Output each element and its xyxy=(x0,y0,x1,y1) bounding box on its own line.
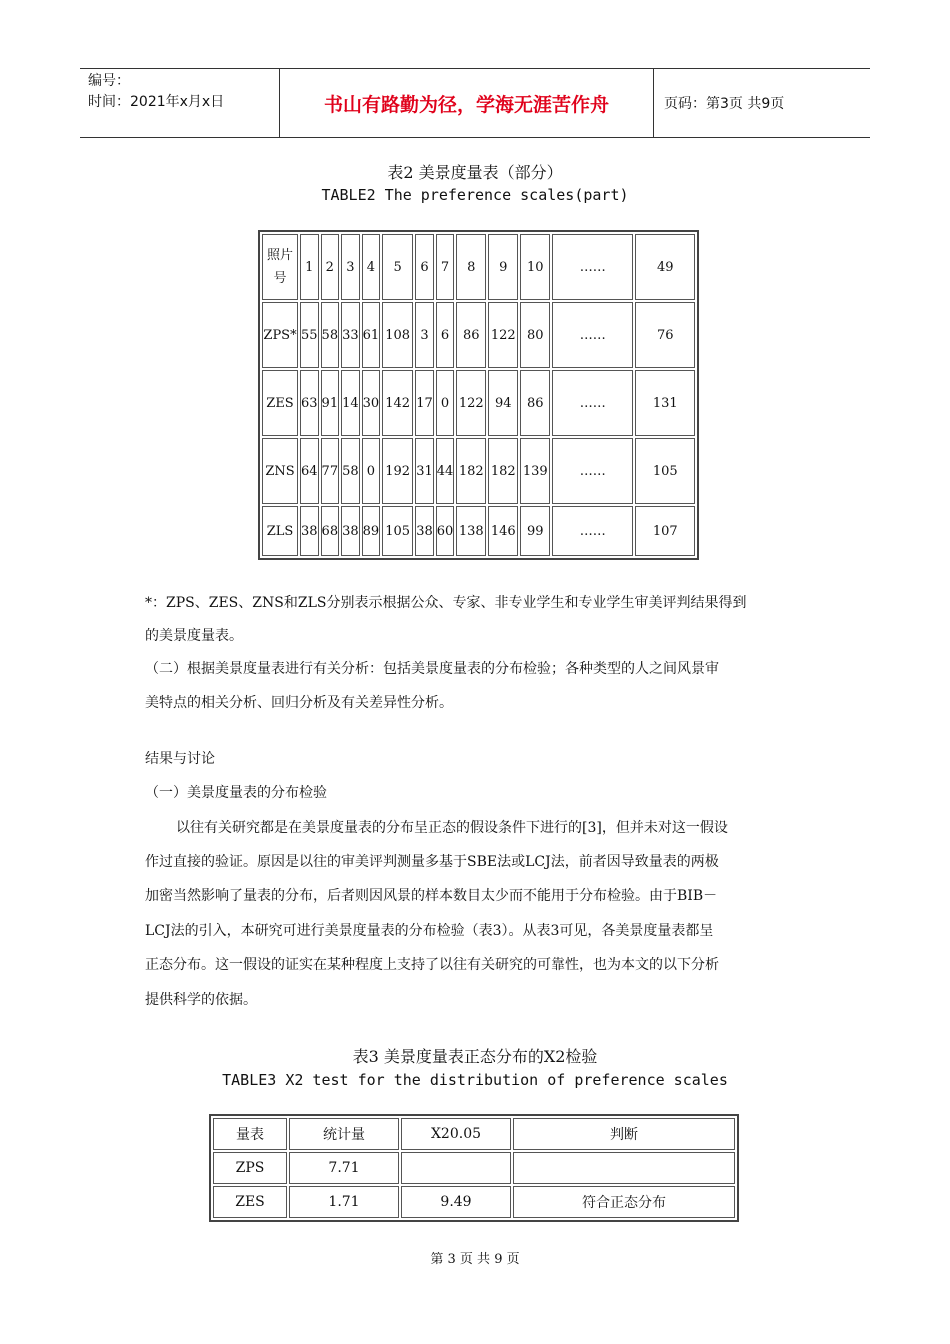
table-cell: 80 xyxy=(520,302,550,368)
table-row xyxy=(262,438,695,504)
table-cell: 3 xyxy=(415,302,434,368)
document-number-label: 编号： xyxy=(88,73,130,89)
table-cell: 86 xyxy=(456,302,486,368)
table-cell: 17 xyxy=(415,370,434,436)
table-cell: ZES xyxy=(213,1186,287,1218)
table-cell: …… xyxy=(552,506,633,556)
table-cell: 138 xyxy=(456,506,486,556)
table2-caption-en: TABLE2 The preference scales(part) xyxy=(321,186,629,204)
table-cell: 量表 xyxy=(213,1118,287,1150)
table-cell: 139 xyxy=(520,438,550,504)
table-header-row xyxy=(262,234,695,300)
preference-scales-table xyxy=(258,230,699,560)
table-cell: 8 xyxy=(456,234,486,300)
table-cell: 182 xyxy=(488,438,518,504)
table-cell: …… xyxy=(552,370,633,436)
paragraph-3-line-5: 正态分布。这一假设的证实在某种程度上支持了以往有关研究的可靠性，也为本文的以下分析 xyxy=(145,957,719,973)
table-row xyxy=(213,1152,735,1184)
paragraph-3-line-3: 加密当然影响了量表的分布，后者则因风景的样本数目太少而不能用于分布检验。由于BIB－ xyxy=(145,888,718,904)
footnote-line-2: 的美景度量表。 xyxy=(145,628,243,644)
table-cell: 5 xyxy=(382,234,413,300)
table-cell: 31 xyxy=(415,438,434,504)
table-cell: 1 xyxy=(300,234,319,300)
table-cell: 142 xyxy=(382,370,413,436)
table-cell: …… xyxy=(552,438,633,504)
table-cell: 105 xyxy=(635,438,695,504)
table-cell: 14 xyxy=(341,370,360,436)
table-cell: 64 xyxy=(300,438,319,504)
table-cell: 7.71 xyxy=(289,1152,399,1184)
table-cell: ZES xyxy=(262,370,298,436)
table-cell: 63 xyxy=(300,370,319,436)
document-time-label: 时间：2021年x月x日 xyxy=(88,94,225,110)
table-cell: ZLS xyxy=(262,506,298,556)
table-row xyxy=(262,506,695,556)
table-cell: 7 xyxy=(436,234,455,300)
table-cell: 33 xyxy=(341,302,360,368)
table-cell: 60 xyxy=(436,506,455,556)
table2-caption-cn: 表2 美景度量表（部分） xyxy=(387,163,563,182)
section-heading-results: 结果与讨论 xyxy=(145,751,215,767)
table-cell: 105 xyxy=(382,506,413,556)
table-cell: X20.05 xyxy=(401,1118,511,1150)
table-cell: 99 xyxy=(520,506,550,556)
table-cell: 108 xyxy=(382,302,413,368)
table3-caption-cn: 表3 美景度量表正态分布的X2检验 xyxy=(352,1047,598,1066)
table-cell xyxy=(401,1152,511,1184)
table-cell: ZNS xyxy=(262,438,298,504)
table-cell: 38 xyxy=(341,506,360,556)
table-cell: 122 xyxy=(456,370,486,436)
table-cell: 38 xyxy=(300,506,319,556)
table-cell: 3 xyxy=(341,234,360,300)
table-cell: 76 xyxy=(635,302,695,368)
table-cell: 94 xyxy=(488,370,518,436)
table-cell: 判断 xyxy=(513,1118,735,1150)
subsection-heading: （一）美景度量表的分布检验 xyxy=(145,785,327,801)
paragraph-3-line-1: 以往有关研究都是在美景度量表的分布呈正态的假设条件下进行的[3]，但并未对这一假设 xyxy=(176,820,728,836)
paragraph-3-line-2: 作过直接的验证。原因是以往的审美评判测量多基于SBE法或LCJ法，前者因导致量表的两极 xyxy=(145,854,719,870)
table-cell: 10 xyxy=(520,234,550,300)
table-cell: 统计量 xyxy=(289,1118,399,1150)
table-cell: 122 xyxy=(488,302,518,368)
table-cell: 58 xyxy=(341,438,360,504)
table-cell: 61 xyxy=(362,302,381,368)
page-footer: 第 3 页 共 9 页 xyxy=(430,1252,520,1267)
table-cell: 146 xyxy=(488,506,518,556)
table-row xyxy=(262,370,695,436)
table-cell: 0 xyxy=(436,370,455,436)
table-cell: 89 xyxy=(362,506,381,556)
table-cell: …… xyxy=(552,234,633,300)
page-header xyxy=(80,68,870,138)
table-cell: 30 xyxy=(362,370,381,436)
table-cell: 107 xyxy=(635,506,695,556)
table3-caption-en: TABLE3 X2 test for the distribution of preference scales xyxy=(222,1071,728,1089)
distribution-test-table xyxy=(209,1114,739,1222)
header-motto: 书山有路勤为径，学海无涯苦作舟 xyxy=(280,69,654,137)
table-cell: 131 xyxy=(635,370,695,436)
header-meta xyxy=(80,69,280,137)
footnote-line-1: *：ZPS、ZES、ZNS和ZLS分别表示根据公众、专家、非专业学生和专业学生审美评判结果得到 xyxy=(145,595,747,611)
table-cell: 6 xyxy=(415,234,434,300)
table-cell: 0 xyxy=(362,438,381,504)
paragraph-3-line-6: 提供科学的依据。 xyxy=(145,992,257,1008)
table-row xyxy=(213,1186,735,1218)
table-cell: …… xyxy=(552,302,633,368)
paragraph-2-line-2: 美特点的相关分析、回归分析及有关差异性分析。 xyxy=(145,695,453,711)
table-cell: 192 xyxy=(382,438,413,504)
table-cell: ZPS* xyxy=(262,302,298,368)
table-row xyxy=(262,302,695,368)
table-cell: 77 xyxy=(321,438,340,504)
table-cell: 2 xyxy=(321,234,340,300)
table-cell: 38 xyxy=(415,506,434,556)
table-cell: 58 xyxy=(321,302,340,368)
table-cell: 55 xyxy=(300,302,319,368)
table-cell xyxy=(513,1152,735,1184)
table-cell: 91 xyxy=(321,370,340,436)
table-cell: 182 xyxy=(456,438,486,504)
table-cell: 符合正态分布 xyxy=(513,1186,735,1218)
table-header-row xyxy=(213,1118,735,1150)
table-cell: ZPS xyxy=(213,1152,287,1184)
table-cell: 1.71 xyxy=(289,1186,399,1218)
table-cell: 44 xyxy=(436,438,455,504)
paragraph-2-line-1: （二）根据美景度量表进行有关分析：包括美景度量表的分布检验；各种类型的人之间风景审 xyxy=(145,661,719,677)
table-cell: 49 xyxy=(635,234,695,300)
header-page-label: 页码：第3页 共9页 xyxy=(664,96,785,112)
table-cell: 68 xyxy=(321,506,340,556)
paragraph-3-line-4: LCJ法的引入，本研究可进行美景度量表的分布检验（表3）。从表3可见，各美景度量表都呈 xyxy=(145,923,714,939)
table-cell: 照片号 xyxy=(262,234,298,300)
table-cell: 6 xyxy=(436,302,455,368)
table-cell: 4 xyxy=(362,234,381,300)
table-cell: 86 xyxy=(520,370,550,436)
table-cell: 9 xyxy=(488,234,518,300)
table-cell: 9.49 xyxy=(401,1186,511,1218)
